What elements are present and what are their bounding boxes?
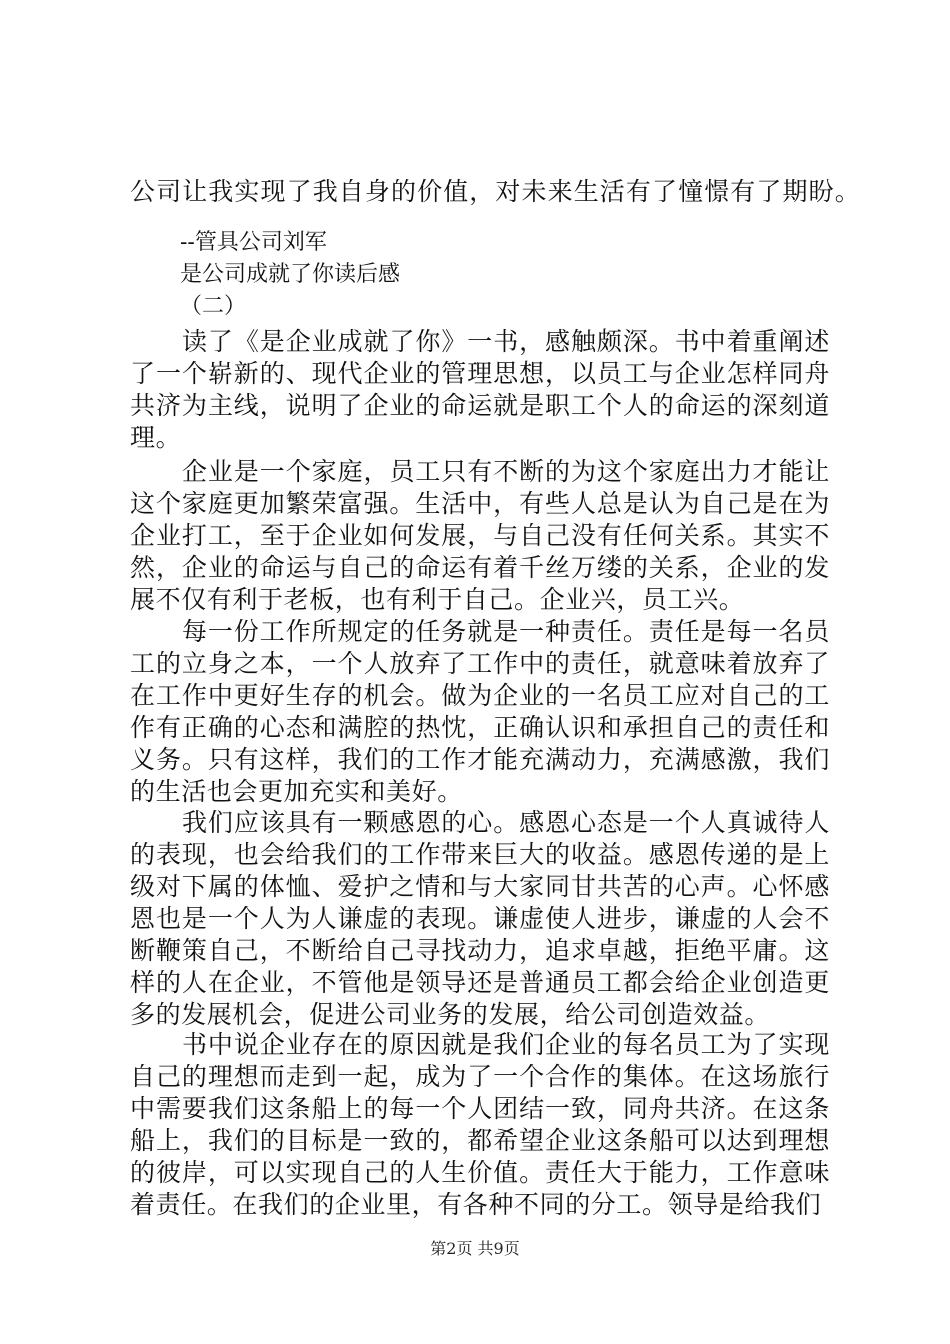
paragraph-5: 书中说企业存在的原因就是我们企业的每名员工为了实现自己的理想而走到一起，成为了一个合作的集体。在这场旅行中需要我们这条船上的每一个人团结一致，同舟共济。在这条船上，我们的目标是一致的，都希望企业这条船可以达到理想的彼岸，可以实现自己的人生价值。责任大于能力，工作意味着责任。在我们的企业里，有各种不同的分工。领导是给我们 bbox=[130, 1030, 830, 1219]
paragraph-3: 每一份工作所规定的任务就是一种责任。责任是每一名员工的立身之本，一个人放弃了工作中的责任，就意味着放弃了在工作中更好生存的机会。做为企业的一名员工应对自己的工作有正确的心态和满腔的热忱，正确认识和承担自己的责任和义务。只有这样，我们的工作才能充满动力，充满感激，我们的生活也会更加充实和美好。 bbox=[130, 617, 830, 806]
paragraph-2: 企业是一个家庭，员工只有不断的为这个家庭出力才能让这个家庭更加繁荣富强。生活中，有些人总是认为自己是在为企业打工，至于企业如何发展，与自己没有任何关系。其实不然，企业的命运与自己的命运有着千丝万缕的关系，企业的发展不仅有利于老板，也有利于自己。企业兴，员工兴。 bbox=[130, 457, 830, 614]
article-title: 是公司成就了你读后感 bbox=[180, 262, 401, 287]
author-signature: --管具公司刘军 bbox=[180, 230, 327, 255]
section-marker: （二） bbox=[180, 294, 247, 319]
paragraph-1: 读了《是企业成就了你》一书，感触颇深。书中着重阐述了一个崭新的、现代企业的管理思想，以员工与企业怎样同舟共济为主线，说明了企业的命运就是职工个人的命运的深刻道理。 bbox=[130, 327, 830, 452]
continued-text-line: 公司让我实现了我自身的价值，对未来生活有了憧憬有了期盼。 bbox=[130, 177, 861, 206]
page-footer: 第2页 共9页 bbox=[430, 1239, 520, 1258]
paragraph-4: 我们应该具有一颗感恩的心。感恩心态是一个人真诚待人的表现，也会给我们的工作带来巨大的收益。感恩传递的是上级对下属的体恤、爱护之情和与大家同甘共苦的心声。心怀感恩也是一个人为人谦虚的表现。谦虚使人进步，谦虚的人会不断鞭策自己，不断给自己寻找动力，追求卓越，拒绝平庸。这样的人在企业，不管他是领导还是普通员工都会给企业创造更多的发展机会，促进公司业务的发展，给公司创造效益。 bbox=[130, 808, 830, 1029]
